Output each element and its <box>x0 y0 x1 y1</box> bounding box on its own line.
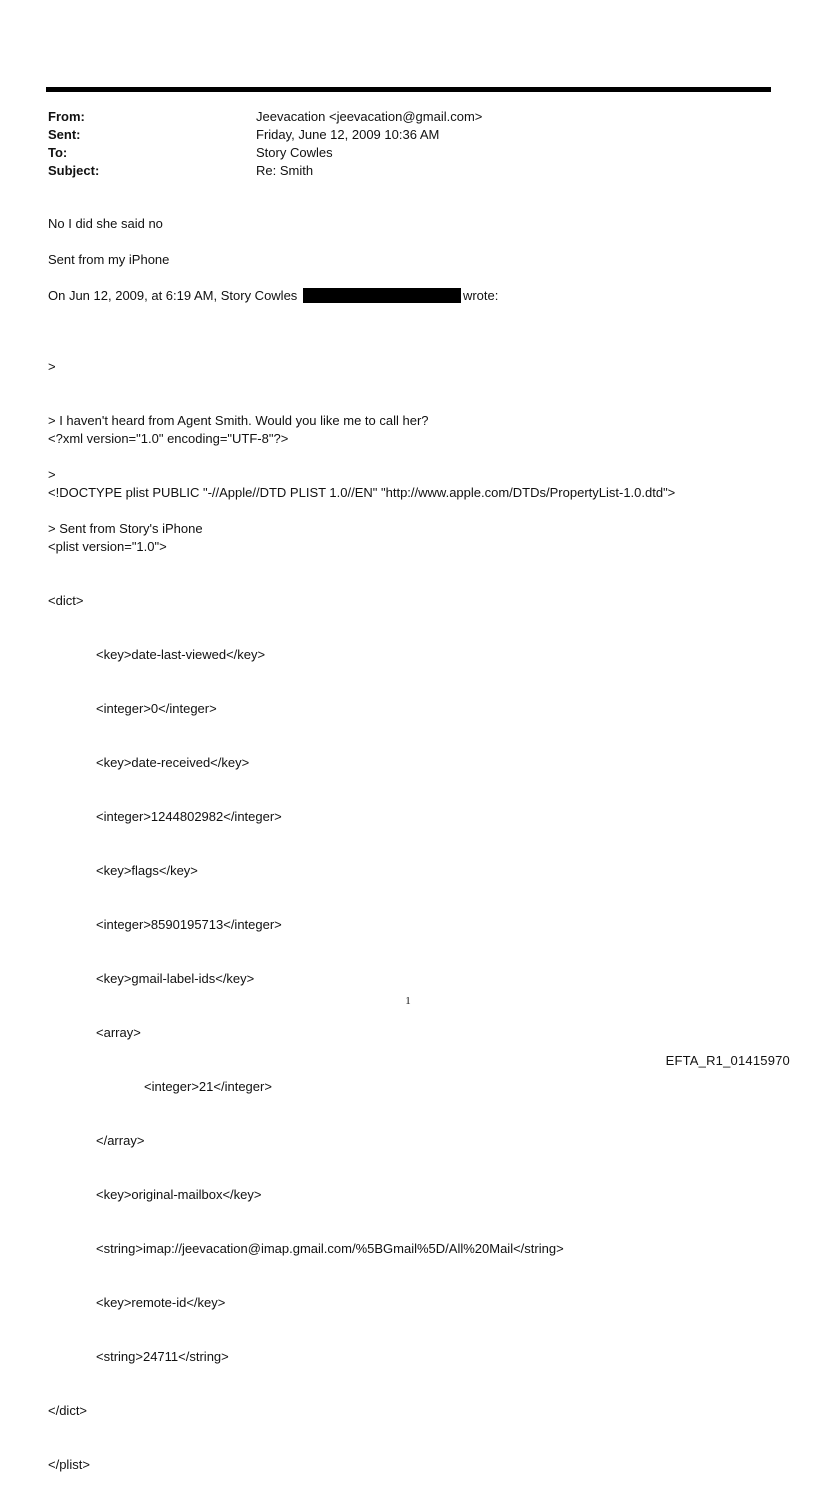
xml-line: <key>gmail-label-ids</key> <box>96 971 255 986</box>
header-divider <box>46 87 771 92</box>
page-number: 1 <box>405 995 411 1007</box>
from-row <box>48 108 748 126</box>
xml-line: <array> <box>96 1025 141 1040</box>
xml-line: <?xml version="1.0" encoding="UTF-8"?> <box>48 431 289 446</box>
message-signature: Sent from my iPhone <box>48 252 170 267</box>
xml-line: <integer>0</integer> <box>96 701 217 716</box>
xml-line: <string>24711</string> <box>96 1349 229 1364</box>
xml-line: <integer>1244802982</integer> <box>96 809 282 824</box>
quoted-line: > Sent from Story's iPhone <box>48 521 203 536</box>
plist-xml <box>48 394 675 1492</box>
xml-line: <key>date-received</key> <box>96 755 250 770</box>
xml-line: <key>remote-id</key> <box>96 1295 226 1310</box>
subject-label: Subject: <box>48 163 100 178</box>
subject-row <box>48 162 748 180</box>
to-label: To: <box>48 145 68 160</box>
from-label: From: <box>48 109 85 124</box>
document-id: EFTA_R1_01415970 <box>665 1053 790 1068</box>
reply-attribution <box>48 287 498 305</box>
xml-line: <plist version="1.0"> <box>48 539 167 554</box>
reply-prefix: On Jun 12, 2009, at 6:19 AM, Story Cowles <box>48 288 298 303</box>
message-body-line: No I did she said no <box>48 216 163 231</box>
xml-line: </dict> <box>48 1403 88 1418</box>
to-value: Story Cowles <box>256 145 333 160</box>
xml-line: <key>original-mailbox</key> <box>96 1187 262 1202</box>
xml-line: <integer>21</integer> <box>144 1079 272 1094</box>
xml-line: <!DOCTYPE plist PUBLIC "-//Apple//DTD PLIST 1.0//EN" "http://www.apple.com/DTDs/PropertyList-1.0.dtd"> <box>48 485 676 500</box>
quoted-line: > I haven't heard from Agent Smith. Would you like me to call her? <box>48 413 429 428</box>
to-row <box>48 144 748 162</box>
xml-line: </array> <box>96 1133 145 1148</box>
xml-line: <key>flags</key> <box>96 863 198 878</box>
xml-line: <integer>8590195713</integer> <box>96 917 282 932</box>
subject-value: Re: Smith <box>256 163 314 178</box>
redaction-box <box>303 288 461 303</box>
sent-label: Sent: <box>48 127 81 142</box>
sent-row <box>48 126 748 144</box>
xml-line: <key>date-last-viewed</key> <box>96 647 266 662</box>
from-value: Jeevacation <jeevacation@gmail.com> <box>256 109 483 124</box>
xml-line: <string>imap://jeevacation@imap.gmail.com/%5BGmail%5D/All%20Mail</string> <box>96 1241 564 1256</box>
quoted-line: > <box>48 359 56 374</box>
xml-line: </plist> <box>48 1457 90 1472</box>
quoted-line: > <box>48 467 56 482</box>
sent-value: Friday, June 12, 2009 10:36 AM <box>256 127 440 142</box>
xml-line: <dict> <box>48 593 84 608</box>
reply-suffix: wrote: <box>462 288 499 303</box>
email-header <box>48 108 748 180</box>
